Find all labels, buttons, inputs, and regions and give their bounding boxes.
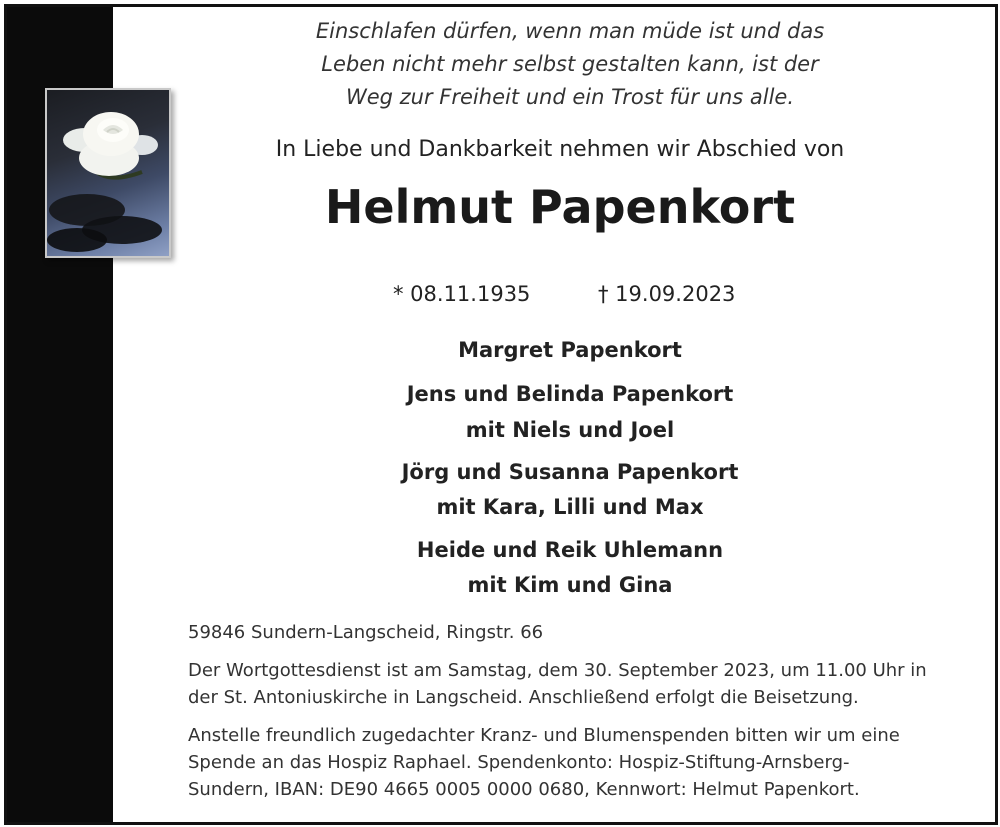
verse-line-1: Einschlafen dürfen, wenn man müde ist und das [315, 19, 825, 43]
mourner-line: Margret Papenkort [458, 338, 682, 362]
mourner-line: mit Niels und Joel [465, 418, 675, 442]
mourner-line: Jens und Belinda Papenkort [406, 382, 734, 406]
donation-line-3: Sundern, IBAN: DE90 4665 0005 0000 0680, Kennwort: Helmut Papenkort. [188, 779, 860, 800]
mourner-line: mit Kim und Gina [467, 573, 673, 597]
verse-line-2: Leben nicht mehr selbst gestalten kann, ist der [321, 52, 819, 76]
address: 59846 Sundern-Langscheid, Ringstr. 66 [188, 622, 544, 643]
mourner-line: Jörg und Susanna Papenkort [401, 460, 739, 484]
donation-line-1: Anstelle freundlich zugedachter Kranz- und Blumenspenden bitten wir um eine [188, 725, 900, 746]
birth-date: * 08.11.1935 [393, 282, 531, 306]
mourner-line: Heide und Reik Uhlemann [416, 538, 724, 562]
intro-text: In Liebe und Dankbarkeit nehmen wir Abschied von [275, 137, 845, 162]
death-date: † 19.09.2023 [598, 282, 736, 306]
donation-line-2: Spende an das Hospiz Raphael. Spendenkonto: Hospiz-Stiftung-Arnsberg- [188, 752, 850, 773]
mourner-line: mit Kara, Lilli und Max [436, 495, 704, 519]
service-line-2: der St. Antoniuskirche in Langscheid. Anschließend erfolgt die Beisetzung. [188, 687, 859, 708]
service-line-1: Der Wortgottesdienst ist am Samstag, dem 30. September 2023, um 11.00 Uhr in [188, 660, 927, 681]
deceased-name: Helmut Papenkort [324, 180, 796, 234]
verse-line-3: Weg zur Freiheit und ein Trost für uns alle. [345, 85, 795, 109]
